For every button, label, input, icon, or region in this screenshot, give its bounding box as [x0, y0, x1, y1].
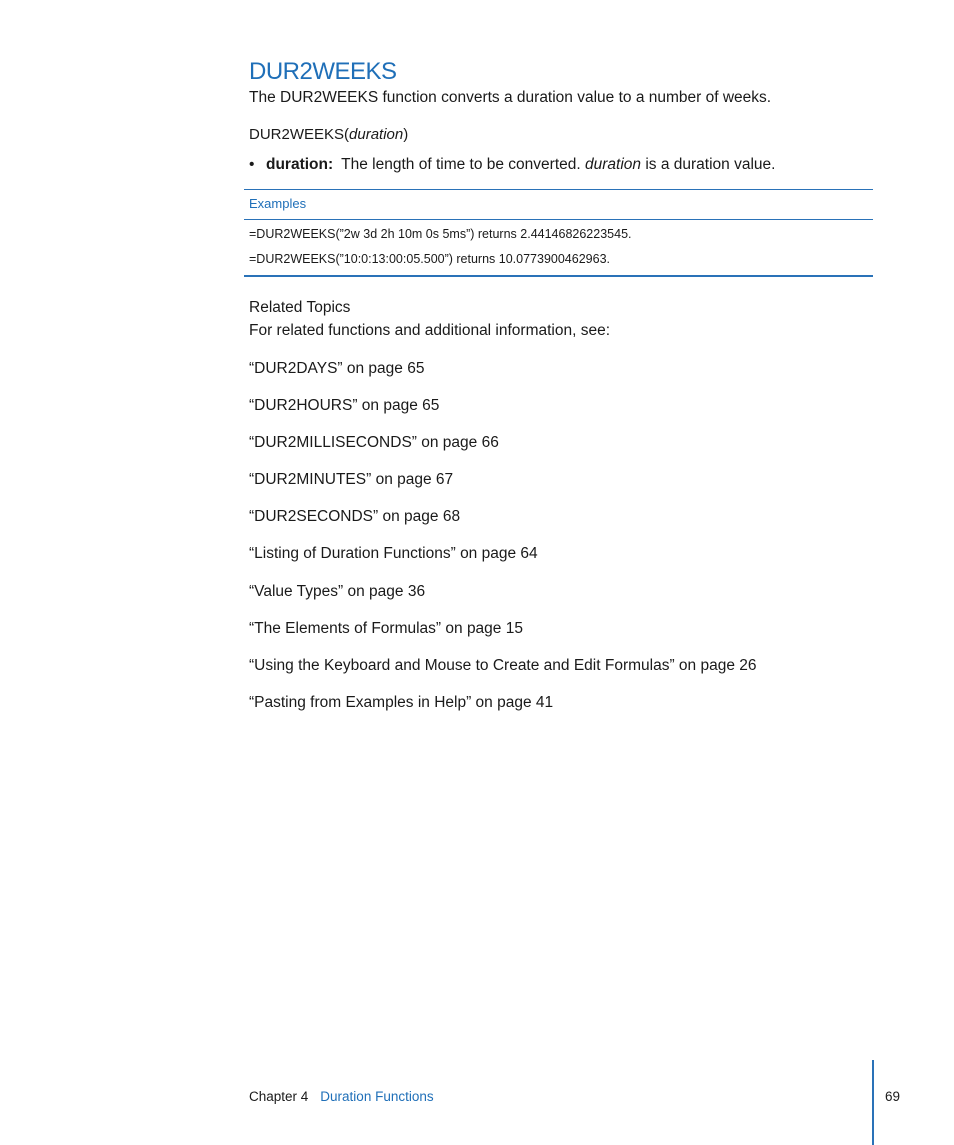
- bullet-icon: •: [249, 156, 255, 173]
- related-link[interactable]: “Using the Keyboard and Mouse to Create and Edit Formulas” on page 26: [249, 656, 757, 674]
- syntax-open-paren: (: [344, 126, 350, 143]
- argument-desc: The length of time to be converted.: [341, 156, 581, 173]
- syntax-close-paren: ): [403, 126, 409, 143]
- function-syntax: [249, 126, 408, 143]
- related-link[interactable]: “Listing of Duration Functions” on page 64: [249, 545, 538, 563]
- related-link[interactable]: “DUR2SECONDS” on page 68: [249, 508, 461, 526]
- footer-divider: [872, 1060, 874, 1145]
- examples-heading: Examples: [249, 196, 307, 211]
- argument-desc-end: is a duration value.: [645, 156, 776, 173]
- related-link[interactable]: “The Elements of Formulas” on page 15: [249, 619, 523, 637]
- related-link[interactable]: “DUR2MINUTES” on page 67: [249, 471, 454, 489]
- syntax-args: duration: [349, 126, 404, 143]
- related-link[interactable]: “DUR2MILLISECONDS” on page 66: [249, 434, 499, 452]
- example-line: =DUR2WEEKS(”10:0:13:00:05.500”) returns 10.0773900462963.: [249, 252, 610, 266]
- argument-item: [249, 156, 775, 174]
- argument-term: duration:: [266, 156, 334, 173]
- related-link[interactable]: “DUR2HOURS” on page 65: [249, 397, 440, 415]
- footer-chapter-label: Chapter 4: [249, 1089, 309, 1104]
- related-links-list: [249, 359, 757, 730]
- example-line: =DUR2WEEKS(”2w 3d 2h 10m 0s 5ms”) returns 2.44146826223545.: [249, 227, 632, 241]
- related-topics-intro: For related functions and additional information, see:: [249, 322, 611, 339]
- related-link[interactable]: “Pasting from Examples in Help” on page 41: [249, 693, 554, 711]
- function-description: The DUR2WEEKS function converts a duration value to a number of weeks.: [249, 89, 772, 106]
- related-link[interactable]: “Value Types” on page 36: [249, 582, 426, 600]
- related-link[interactable]: “DUR2DAYS” on page 65: [249, 360, 425, 377]
- examples-box: [244, 189, 873, 277]
- footer-chapter: [249, 1089, 434, 1104]
- examples-divider: [244, 219, 873, 220]
- related-topics-heading: Related Topics: [249, 299, 351, 316]
- argument-italic: duration: [585, 156, 642, 173]
- syntax-name: DUR2WEEKS: [249, 126, 345, 143]
- page-number: 69: [885, 1089, 901, 1104]
- page-title: DUR2WEEKS: [249, 58, 397, 85]
- footer-section-title: Duration Functions: [320, 1089, 434, 1104]
